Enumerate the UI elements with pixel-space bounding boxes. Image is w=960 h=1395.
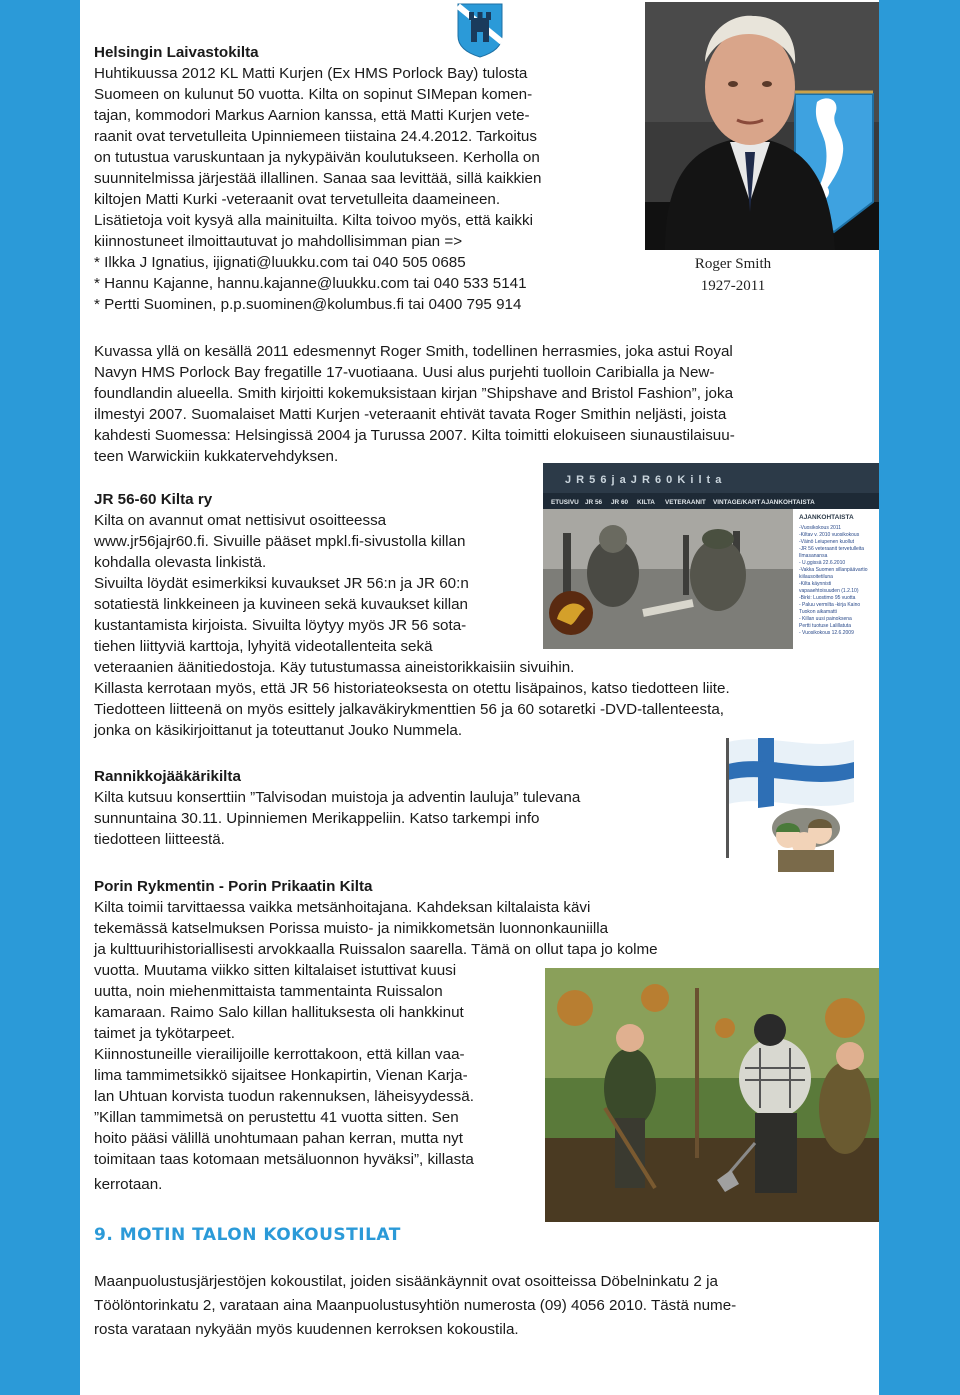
- text-line: Sivuilta löydät esimerkiksi kuvaukset JR 56:n ja JR 60:n: [94, 575, 469, 592]
- porin-heading: Porin Rykmentin - Porin Prikaatin Kilta: [94, 878, 373, 895]
- news-item: Ilmasanansa: [799, 553, 828, 559]
- text-line: www.jr56jajr60.fi. Sivuille pääset mpkl.fi-sivustolla killan: [94, 533, 466, 550]
- text-line: veteraanien äänitiedostoja. Käy tutustumassa aineistorikkaisiin sivuihin.: [94, 659, 575, 676]
- laivastokilta-section: [94, 42, 541, 315]
- text-line: kerrotaan.: [94, 1176, 163, 1193]
- news-item: - Killan uusi painoksena: [799, 616, 852, 622]
- text-line: ja kulttuurihistoriallisesti arvokkaalla Ruissalon saarella. Tämä on ollut tapa jo kolme: [94, 941, 658, 958]
- news-item: - Paluu vermilta -kirja Kaino: [799, 602, 861, 608]
- text-line: kahdesti Suomessa: Helsingissä 2004 ja Turussa 2007. Kilta toimitti elokuiseen siunaustilaisuu-: [94, 427, 735, 444]
- website-nav-item: JR 60: [611, 499, 629, 506]
- text-line: Lisätietoja voit kysyä alla mainituilta. Kilta toivoo myös, että kaikki: [94, 212, 533, 229]
- photo-caption-years: 1927-2011: [700, 278, 766, 294]
- text-line: Navyn HMS Porlock Bay fregatille 17-vuotiaana. Uusi alus purjehti tuolloin Caribialla ja New-: [94, 364, 715, 381]
- news-item: Tuokon aikamatti: [799, 609, 837, 615]
- news-item: Pertti tuotuse Lalillatuta: [799, 623, 851, 629]
- website-nav-item: ETUSIVU: [551, 499, 579, 506]
- contact-line: * Ilkka J Ignatius, ijignati@luukku.com tai 040 505 0685: [94, 254, 466, 271]
- text-line: toimitaan taas kotomaan metsäluonnon hyväksi”, killasta: [94, 1151, 474, 1168]
- text-line: Kilta kutsuu konserttiin ”Talvisodan muistoja ja adventin lauluja” tulevana: [94, 789, 581, 806]
- porin-section: [94, 876, 658, 1195]
- news-item: kiilausoitetiluna: [799, 574, 833, 580]
- text-line: Tiedotteen liitteenä on myös esittely jalkaväkirykmenttien 56 ja 60 sotaretki -DVD-tallenteesta,: [94, 701, 725, 718]
- text-line: lan Uhtuan korvista tuodun rakennuksen, läheisyydessä.: [94, 1088, 474, 1105]
- news-item: vapaaehtoisuuden (1.2.10): [799, 588, 859, 594]
- text-line: kamaraan. Raimo Salo killan hallituksesta oli hankkinut: [94, 1004, 464, 1021]
- website-nav-item: JR 56: [585, 499, 603, 506]
- website-nav-item: AJANKOHTAISTA: [761, 499, 815, 506]
- news-item: -Vakka Suomen sillanpäävartio: [799, 567, 868, 573]
- section-9-heading: 9. MOTIN TALON KOKOUSTILAT: [94, 1225, 401, 1245]
- rannikko-heading: Rannikkojääkärikilta: [94, 768, 241, 785]
- text-line: sotatiestä linkkeineen ja kuvineen sekä kuvaukset killan: [94, 596, 468, 613]
- contact-line: * Hannu Kajanne, hannu.kajanne@luukku.com tai 040 533 5141: [94, 275, 527, 292]
- website-banner: J R 5 6 j a J R 6 0 K i l t a: [565, 474, 723, 486]
- text-line: hoito pääsi välillä unohtumaan pahan kerran, mutta nyt: [94, 1130, 463, 1147]
- rannikko-section: [94, 766, 580, 850]
- text-line: jonka on käsikirjoittanut ja toteuttanut Jouko Nummela.: [94, 722, 463, 739]
- text-line: kiltojen Matti Kurki -veteraanit ovat tervetulleita daameineen.: [94, 191, 501, 208]
- website-nav-item: KILTA: [637, 499, 655, 506]
- news-item: -Väinö Leiupenen kuollut: [799, 539, 855, 545]
- laivastokilta-heading: Helsingin Laivastokilta: [94, 44, 259, 61]
- text-line: tiedotteen liitteestä.: [94, 831, 225, 848]
- text-line: foundlandin alueella. Smith kirjoitti kokemuksistaan kirjan ”Shipshave and Bristol Fashion”, joka: [94, 385, 734, 402]
- text-line: Killasta kerrotaan myös, että JR 56 historiateoksesta on otettu lisäpainos, katso tiedotteen liite.: [94, 680, 730, 697]
- text-line: suunnitelmissa järjestää illallinen. Sanaa saa levittää, sillä kaikkien: [94, 170, 542, 187]
- text-line: Huhtikuussa 2012 KL Matti Kurjen (Ex HMS Porlock Bay) tulosta: [94, 65, 528, 82]
- text-line: Kilta on avannut omat nettisivut osoitteessa: [94, 512, 387, 529]
- text-line: on tutustua varuskuntaan ja nykypäivän koulutukseen. Kerholla on: [94, 149, 540, 166]
- text-line: raanit ovat tervetulleita Upinniemeen tiistaina 24.4.2012. Tarkoitus: [94, 128, 537, 145]
- contact-line: * Pertti Suominen, p.p.suominen@kolumbus.fi tai 0400 795 914: [94, 296, 522, 313]
- text-line: vuotta. Muutama viikko sitten kiltalaiset istuttivat kuusi: [94, 962, 457, 979]
- text-line: Kiinnostuneille vierailijoille kerrottakoon, että killan vaa-: [94, 1046, 465, 1063]
- text-line: ”Killan tammimetsä on perustettu 41 vuotta sitten. Sen: [94, 1109, 459, 1126]
- roger-smith-section: [94, 341, 735, 467]
- text-line: uutta, noin miehenmittaista tammentainta Ruissalon: [94, 983, 443, 1000]
- text-line: kustantamista kirjoista. Sivuilta löytyy myös JR 56 sota-: [94, 617, 467, 634]
- photo-caption-name: Roger Smith: [694, 256, 772, 272]
- text-line: sunnuntaina 30.11. Upinniemen Merikappeliin. Katso tarkempi info: [94, 810, 540, 827]
- text-line: ilmestyi 2007. Suomalaiset Matti Kurjen -veteraanit ehtivät tavata Roger Smithin neljästi, joista: [94, 406, 727, 423]
- text-line: Töölöntorinkatu 2, varataan aina Maanpuolustusyhtiön numerosta (09) 4056 2010. Tästä nume-: [94, 1297, 737, 1314]
- news-item: -Birki: Luostimo 95 vuotta: [799, 595, 856, 601]
- news-item: - Vuosikokous 12.6.2009: [799, 630, 854, 636]
- text-line: Maanpuolustusjärjestöjen kokoustilat, joiden sisäänkäynnit ovat osoitteissa Döbelninkatu 2 ja: [94, 1273, 718, 1290]
- talvisota-illustration: [718, 732, 858, 872]
- jr-section: [94, 489, 730, 741]
- text-line: tekemässä katselmuksen Porissa muisto- ja nimikkometsän luonnonkauniilla: [94, 920, 609, 937]
- text-line: kohdalla olevasta linkistä.: [94, 554, 267, 571]
- right-blue-border: [879, 0, 960, 1395]
- news-item: - U.ggissä 22.6.2010: [799, 560, 846, 566]
- left-blue-border: [0, 0, 80, 1395]
- news-item: -Kilta käynnisti: [799, 581, 832, 587]
- news-item: -Vuosikokous 2011: [799, 525, 841, 531]
- text-line: tiehen liittyviä karttoja, lyhyitä videotallenteita sekä: [94, 638, 433, 655]
- text-line: Kilta toimii tarvittaessa vaikka metsänhoitajana. Kahdeksan kiltalaista kävi: [94, 899, 591, 916]
- text-line: rosta varataan nykyään myös kuudennen kerroksen kokoustila.: [94, 1321, 519, 1338]
- text-line: kiinnostuneet ilmoittautuvat jo mahdollisimman pian =>: [94, 233, 463, 250]
- jr-heading: JR 56-60 Kilta ry: [94, 491, 213, 508]
- text-line: Suomeen on kulunut 50 vuotta. Kilta on sopinut SIMepan komen-: [94, 86, 533, 103]
- news-item: -JR 56 veteraanit tervetulleita: [799, 546, 865, 552]
- text-line: Kuvassa yllä on kesällä 2011 edesmennyt Roger Smith, todellinen herrasmies, joka astui Royal: [94, 343, 733, 360]
- roger-smith-photo: [645, 2, 879, 250]
- text-line: tajan, kommodori Markus Aarnion kanssa, että Matti Kurjen vete-: [94, 107, 530, 124]
- website-nav-item: VINTAGE/KART: [713, 499, 761, 506]
- text-line: teen Warwickiin kukkatervehdyksen.: [94, 448, 339, 465]
- website-nav-item: VETERAANIT: [665, 499, 706, 506]
- text-line: taimet ja tykötarpeet.: [94, 1025, 235, 1042]
- motti-section: [94, 1270, 736, 1342]
- news-title: AJANKOHTAISTA: [799, 514, 854, 521]
- text-line: lima tammimetsikkö sijaitsee Honkapirtin, Vienan Karja-: [94, 1067, 468, 1084]
- news-item: -Kiltav v. 2010 vuosikokous: [799, 532, 860, 538]
